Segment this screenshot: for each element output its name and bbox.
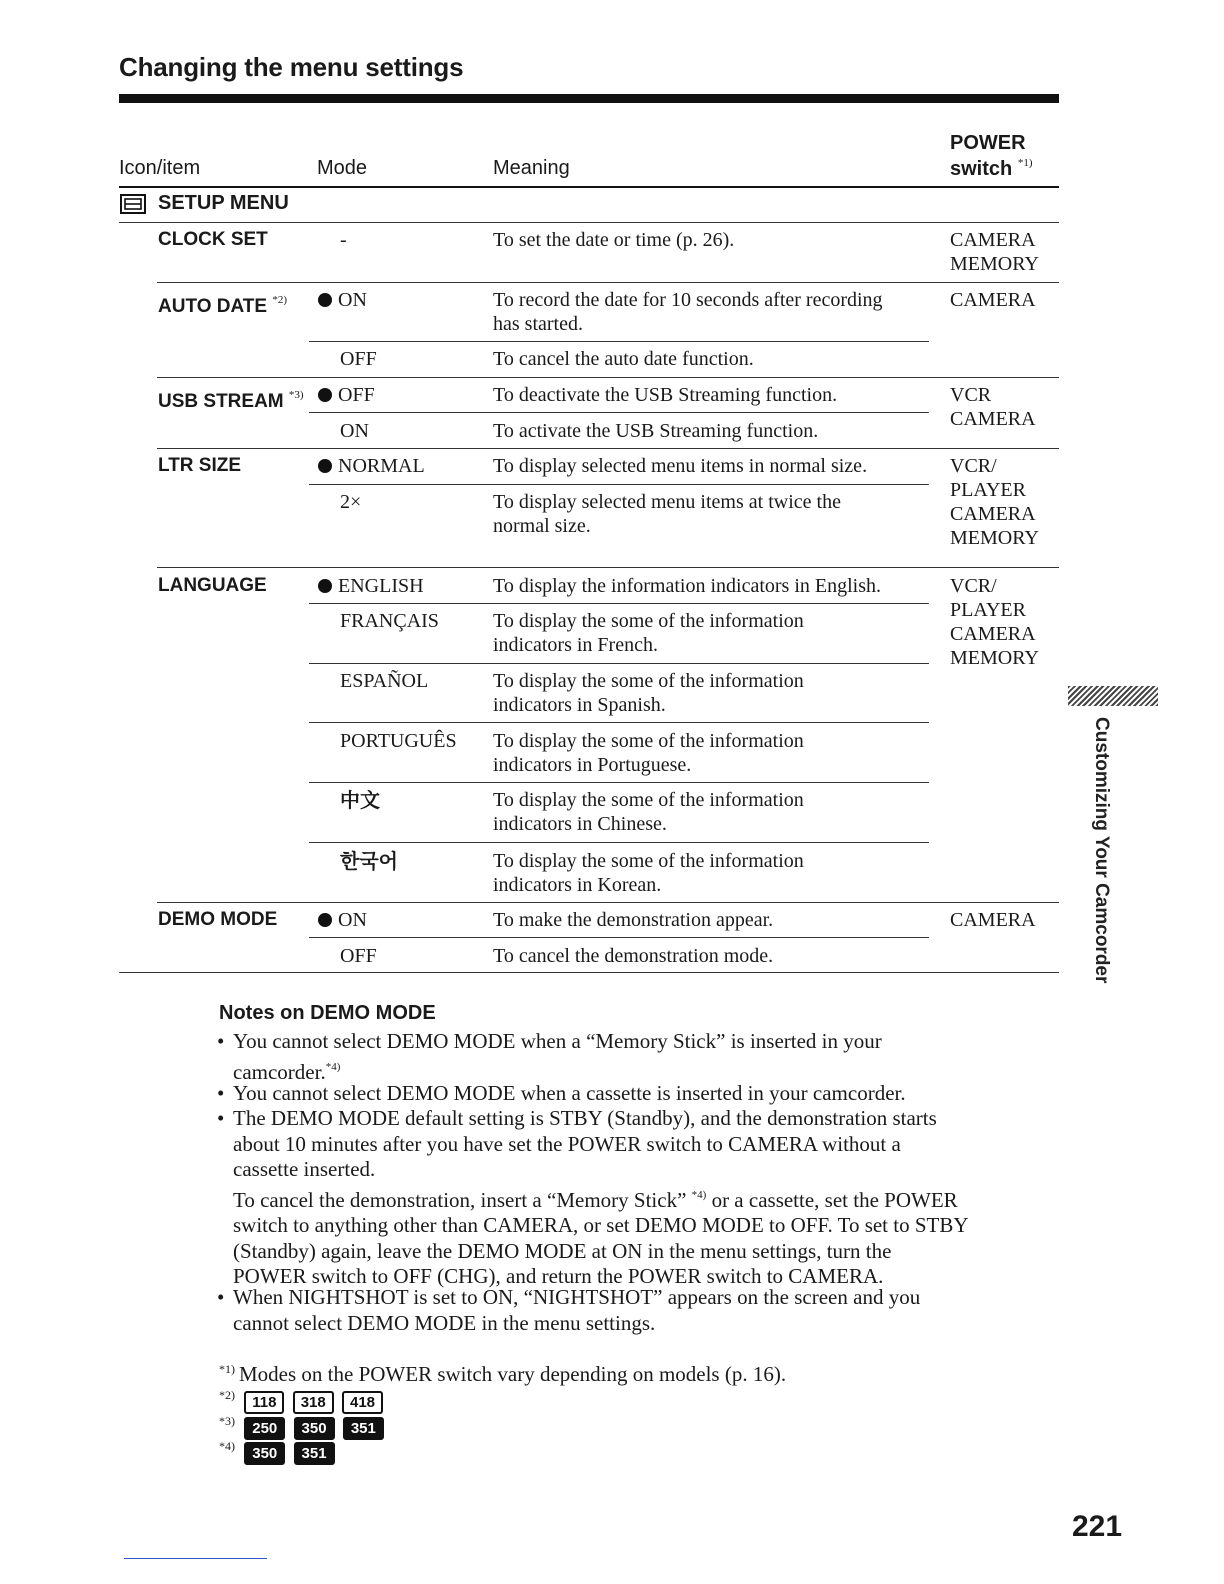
power-usb-stream-2: CAMERA — [950, 408, 1036, 430]
header-power-line2: switch $^{*1)}$ — [950, 157, 1033, 180]
sub-divider — [309, 663, 929, 664]
footnote-3: $^{*3)}$ 250 350 351 — [219, 1414, 387, 1440]
page-number: 221 — [1072, 1510, 1123, 1543]
meaning-auto-date-off: To cancel the auto date function. — [493, 348, 754, 370]
meaning-language-portugues-2: indicators in Portuguese. — [493, 754, 692, 776]
meaning-auto-date-on-2: has started. — [493, 313, 583, 335]
power-clock-set-2: MEMORY — [950, 253, 1039, 275]
meaning-auto-date-on-1: To record the date for 10 seconds after recording — [493, 289, 883, 311]
meaning-language-chinese-1: To display the some of the information — [493, 789, 804, 811]
model-badge: 250 — [244, 1417, 285, 1440]
model-badge: 418 — [342, 1391, 383, 1414]
row-divider — [157, 448, 1059, 449]
bottom-link-line — [124, 1558, 267, 1559]
note-2: • You cannot select DEMO MODE when a cassette is inserted in your camcorder. — [217, 1081, 906, 1105]
mode-language-portugues: PORTUGUÊS — [340, 730, 457, 752]
power-language-4: MEMORY — [950, 647, 1039, 669]
mode-auto-date-off: OFF — [340, 348, 377, 370]
meaning-ltr-size-2x-2: normal size. — [493, 515, 591, 537]
row-divider — [157, 567, 1059, 568]
meaning-language-korean-2: indicators in Korean. — [493, 874, 662, 896]
mode-language-korean: 한국어 — [340, 849, 398, 873]
meaning-language-korean-1: To display the some of the information — [493, 850, 804, 872]
power-demo-mode: CAMERA — [950, 909, 1036, 931]
meaning-language-espanol-1: To display the some of the information — [493, 670, 804, 692]
item-usb-stream: USB STREAM $^{*3)}$ — [158, 389, 304, 412]
mode-usb-stream-on: ON — [340, 420, 369, 442]
item-auto-date: AUTO DATE $^{*2)}$ — [158, 294, 288, 317]
sub-divider — [309, 341, 929, 342]
power-ltr-size-1: VCR/ — [950, 455, 997, 477]
meaning-demo-mode-on: To make the demonstration appear. — [493, 909, 774, 931]
note-1: • You cannot select DEMO MODE when a “Memory Stick” is inserted in your camcorder.$^{*4)}$ — [217, 1029, 882, 1084]
model-badge: 350 — [244, 1442, 285, 1465]
mode-language-espanol: ESPAÑOL — [340, 670, 429, 692]
mode-language-chinese: 中文 — [340, 788, 380, 812]
header-meaning: Meaning — [493, 157, 570, 179]
meaning-ltr-size-normal: To display selected menu items in normal size. — [493, 455, 868, 477]
sub-divider — [309, 603, 929, 604]
default-dot-icon — [318, 293, 332, 307]
power-usb-stream-1: VCR — [950, 384, 992, 406]
header-power-line1: POWER — [950, 132, 1026, 154]
item-demo-mode: DEMO MODE — [158, 909, 278, 930]
power-language-2: PLAYER — [950, 599, 1026, 621]
mode-ltr-size-2x: 2× — [340, 491, 362, 513]
sub-divider — [309, 937, 929, 938]
meaning-language-francais-1: To display the some of the information — [493, 610, 804, 632]
meaning-language-english: To display the information indicators in English. — [493, 575, 881, 597]
footnote-2: $^{*2)}$ 118 318 418 — [219, 1388, 386, 1414]
item-ltr-size: LTR SIZE — [158, 455, 242, 476]
model-badge: 350 — [294, 1417, 335, 1440]
title-rule — [119, 94, 1059, 103]
model-badge: 351 — [343, 1417, 384, 1440]
meaning-language-chinese-2: indicators in Chinese. — [493, 813, 667, 835]
sub-divider — [309, 484, 929, 485]
default-dot-icon — [318, 579, 332, 593]
note-4: • When NIGHTSHOT is set to ON, “NIGHTSHOT” appears on the screen and you cannot select DEMO MODE in the menu settings. — [217, 1285, 921, 1335]
mode-clock-set: - — [340, 229, 347, 251]
power-ltr-size-3: CAMERA — [950, 503, 1036, 525]
meaning-language-portugues-1: To display the some of the information — [493, 730, 804, 752]
page-title: Changing the menu settings — [119, 52, 464, 82]
section-tab-marker — [1068, 686, 1158, 706]
model-badge: 118 — [244, 1391, 284, 1414]
header-rule — [119, 186, 1059, 188]
row-divider — [157, 377, 1059, 378]
item-language: LANGUAGE — [158, 575, 267, 596]
mode-auto-date-on: ON — [318, 288, 367, 312]
power-auto-date: CAMERA — [950, 289, 1036, 311]
sub-divider — [309, 782, 929, 783]
power-language-3: CAMERA — [950, 623, 1036, 645]
power-clock-set-1: CAMERA — [950, 229, 1036, 251]
row-divider — [157, 902, 1059, 903]
mode-usb-stream-off: OFF — [318, 383, 375, 407]
power-language-1: VCR/ — [950, 575, 997, 597]
mode-demo-mode-on: ON — [318, 908, 367, 932]
footnote-4: $^{*4)}$ 350 351 — [219, 1439, 338, 1465]
default-dot-icon — [318, 459, 332, 473]
meaning-language-espanol-2: indicators in Spanish. — [493, 694, 666, 716]
sub-divider — [309, 412, 929, 413]
power-ltr-size-4: MEMORY — [950, 527, 1039, 549]
section-setup-menu: SETUP MENU — [158, 192, 289, 214]
footnote-1: $^{*1)}$ Modes on the POWER switch vary depending on models (p. 16). — [219, 1362, 787, 1386]
meaning-demo-mode-off: To cancel the demonstration mode. — [493, 945, 774, 967]
row-divider — [119, 222, 1059, 223]
mode-language-francais: FRANÇAIS — [340, 610, 439, 632]
item-clock-set: CLOCK SET — [158, 229, 268, 250]
model-badge: 318 — [293, 1391, 334, 1414]
default-dot-icon — [318, 388, 332, 402]
section-side-label: Customizing Your Camcorder — [1091, 717, 1112, 984]
meaning-usb-stream-off: To deactivate the USB Streaming function. — [493, 384, 838, 406]
note-3: • The DEMO MODE default setting is STBY (Standby), and the demonstration starts about 10 minutes after you have set the POWER switch to CAMERA without a cassette inserted. To cancel the demonstration, insert a “Memory Stick” $^{*4)}$ or a cassette, set the POWER switch to anything other than CAMERA, or set DEMO MODE to OFF. To set to STBY (Standby) again, leave the DEMO MODE at ON in the menu settings, turn the POWER switch to OFF (CHG), and return the POWER switch to CAMERA. — [217, 1106, 969, 1288]
table-bottom-rule — [119, 972, 1059, 973]
header-icon-item: Icon/item — [119, 157, 201, 179]
meaning-language-francais-2: indicators in French. — [493, 634, 658, 656]
mode-ltr-size-normal: NORMAL — [318, 454, 425, 478]
notes-title: Notes on DEMO MODE — [219, 1002, 436, 1024]
default-dot-icon — [318, 913, 332, 927]
setup-menu-icon — [120, 194, 148, 214]
meaning-usb-stream-on: To activate the USB Streaming function. — [493, 420, 819, 442]
header-mode: Mode — [317, 157, 368, 179]
sub-divider — [309, 842, 929, 843]
sub-divider — [309, 722, 929, 723]
meaning-ltr-size-2x-1: To display selected menu items at twice the — [493, 491, 841, 513]
model-badge: 351 — [294, 1442, 335, 1465]
mode-language-english: ENGLISH — [318, 574, 424, 598]
mode-demo-mode-off: OFF — [340, 945, 377, 967]
meaning-clock-set: To set the date or time (p. 26). — [493, 229, 735, 251]
row-divider — [157, 282, 1059, 283]
power-ltr-size-2: PLAYER — [950, 479, 1026, 501]
